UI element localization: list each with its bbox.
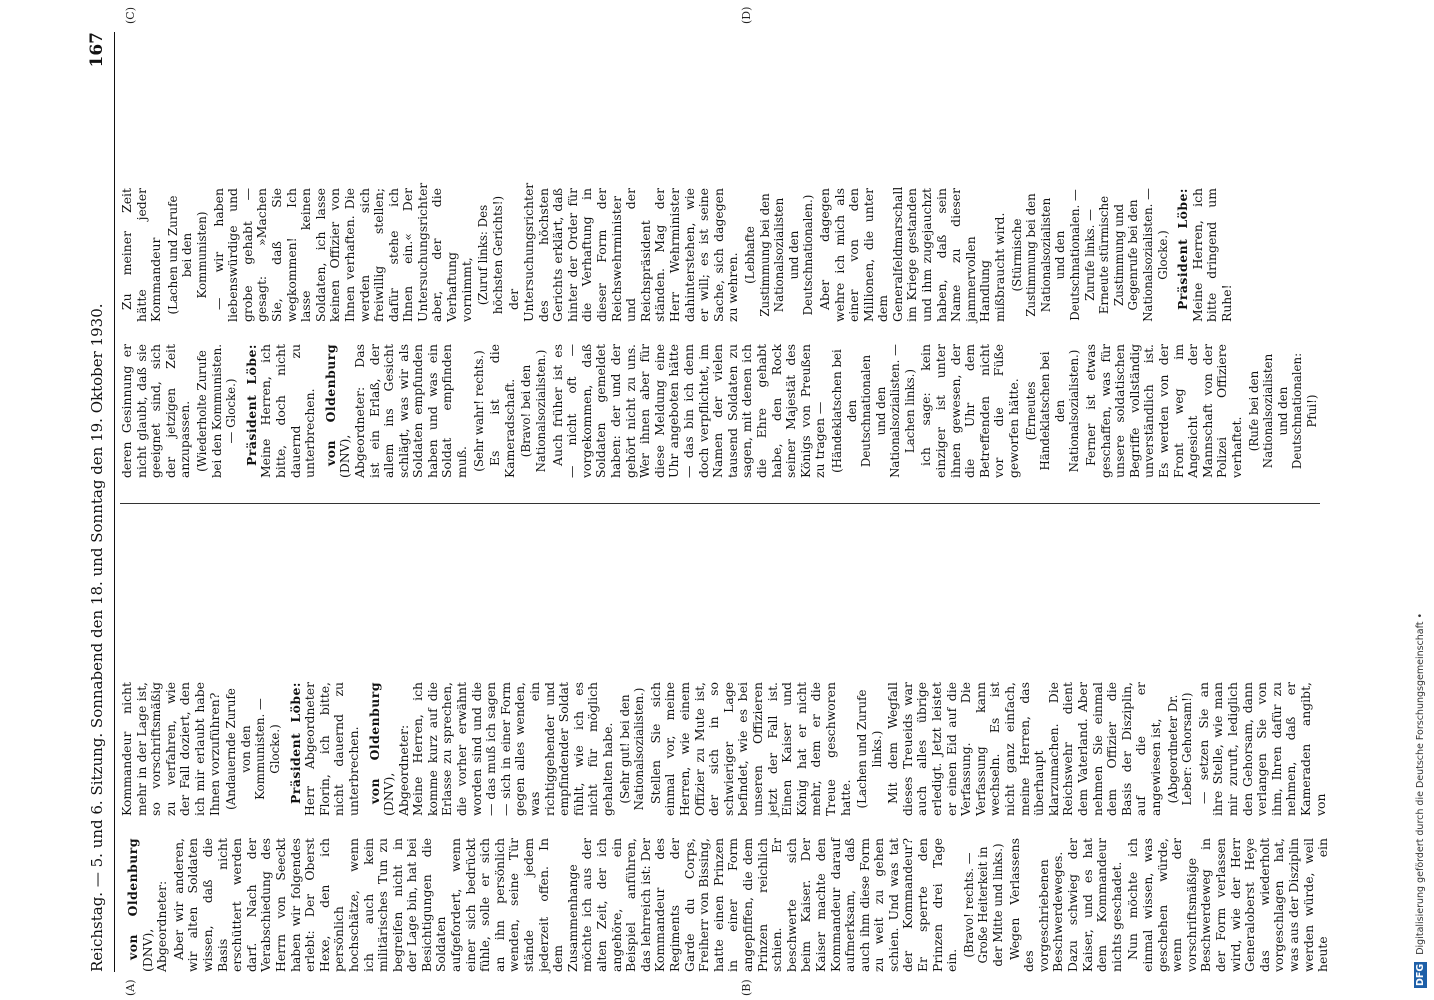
interjection: (Lebhafte Zustimmung bei den Nationalsozialisten und den Deutschnationalen.)	[742, 193, 816, 317]
paragraph: Wegen Verlassens des vorgeschriebenen Beschwerdeweges. Dazu schwieg der Kaiser, und es hat dem Kommandeur nichts geschadet.	[1006, 838, 1124, 972]
paragraph: deren Gesinnung er nicht glaubt, daß sie geeignet sind, sich der jetzigen Zeit anzupassen.	[119, 344, 193, 478]
interjection: (Bravo! bei den Nationalsozialisten.)	[519, 349, 549, 473]
interjection: (Lachen und Zurufe links.)	[855, 689, 884, 809]
interjection: (Wiederholte Zurufe bei den Kommunisten. — Glocke.)	[194, 344, 239, 478]
digitization-text: Digitalisierung gefördert durch die Deutsche Forschungsgemeinschaft •	[1415, 612, 1426, 955]
interjection: (Sehr wahr! rechts.)	[471, 350, 486, 472]
paragraph: Zu meiner Zeit hätte jeder Kommandeur	[119, 188, 164, 322]
speaker-paragraph	[1176, 188, 1234, 322]
paragraph: Nun möchte ich einmal wissen, was geschehen würde, wenn der vorschriftsmäßige Beschwerdeweg in der Form verlassen wird, wie der Herr Generaloberst Heye das wiederholt vorgeschlagen hat, was aus der Disziplin werden würde, weil heute ein Kommandeur nicht mehr in der Lage ist, so vorschriftsmäßig zu verfahren, wie der Fall doziert, den ich mir erlaubt habe Ihnen vorzuführen?	[119, 682, 1331, 972]
interjection: (Andauernde Zurufe von den Kommunisten. — Glocke.)	[224, 688, 282, 810]
header-title: Reichstag. — 5. und 6. Sitzung. Sonnabend den 18. und Sonntag den 19. Oktober 1930.	[88, 303, 106, 972]
speaker-name: von Oldenburg	[125, 838, 140, 960]
digitization-notice	[1414, 12, 1430, 988]
margin-mark-d: (D)	[740, 6, 753, 24]
paragraph: Stellen Sie sich einmal vor, meine Herren, wie einem Offizier zu Mute ist, der sich in so schwieriger Lage befindet, wie es bei unseren Offizieren jetzt der Fall ist. Einen Kaiser und König hat er nicht mehr, dem er die Treue geschworen hatte.	[647, 682, 853, 816]
paragraph: Auch früher ist es — nicht oft — vorgekommen, daß Soldaten gemeldet haben: der und der gehört nicht zu uns. Wer ihnen aber für diese Meldung eine Uhr angeboten hätte — das bin ich denn doch verpflichtet, im Namen der vielen tausend Soldaten zu sagen, mit denen ich die Ehre gehabt habe, den Rock seiner Majestät des Königs von Preußen zu tragen —	[549, 344, 828, 478]
paragraph: der Untersuchungsrichter des höchsten Gerichts erklärt, daß hinter der Order für die Verhaftung in dieser Form der Reichswehrminister und der Reichspräsident ständen. Mag der Herr Wehrminister dahinterstehen, wie er will; es ist seine Sache, sich dagegen zu wehren.	[506, 182, 741, 322]
speaker-paragraph	[245, 344, 318, 478]
interjection: (Stürmische Zustimmung bei den Nationalsozialisten und den Deutschnationalen. — Zurufe links. — Erneute stürmische Zustimmung und Gegenrufe bei den Nationalsozialisten. — Glocke.)	[1009, 188, 1170, 322]
interjection: (Erneutes Händeklatschen bei den Nationalsozialisten.)	[1023, 349, 1082, 473]
speaker-paragraph	[126, 838, 170, 972]
speaker-paragraph	[368, 682, 616, 816]
interjection: (Sehr gut! bei den Nationalsozialisten.)	[617, 687, 647, 811]
page-header	[80, 32, 115, 972]
interjection: (Rufe bei den Nationalsozialisten und den Deutschnationalen: Pfui!)	[1246, 352, 1319, 470]
left-column	[120, 526, 1335, 972]
paragraph: ich sage: kein einziger ist unter ihnen gewesen, der die Uhr dem Betreffenden nicht vor die Füße geworfen hätte.	[918, 344, 1022, 478]
interjection: (Bravo! rechts. — Große Heiterkeit in der Mitte und links.)	[961, 843, 1006, 967]
paragraph: Aber wir anderen, wir alten Soldaten wissen, daß die Basis nicht erschüttert werden darf. Nach der Verabschiedung des Herrn von Seeckt haben wir folgendes erlebt: Der Oberst Hexe, den ich persönlich hochschätze, wenn ich auch kein militärisches Tun zu begreifen nicht in der Lage bin, hat bei Besichtigungen die Soldaten aufgefordert, wenn einer sich bedrückt fühle, solle er sich an ihn persönlich wenden, seine Tür stände jedem jederzeit offen. In dem Zusammenhange möchte ich aus der alten Zeit, der ich angehöre, ein Beispiel anführen, das lehrreich ist: Der Kommandeur des Regiments der Garde du Corps, Freiherr von Bissing, hatte einen Prinzen in einer Form angepfiffen, die dem Prinzen reichlich schien. Er beschwerte sich beim Kaiser. Der Kaiser machte den Kommandeur darauf aufmerksam, daß auch ihm diese Form zu weit zu gehen schien. Und was tat der Kommandeur? Er sperrte den Prinzen drei Tage ein.	[170, 838, 960, 972]
speech-text: Meine Herren, ich bitte, doch nicht dauernd zu unterbrechen.	[258, 344, 318, 478]
interjection: (Zuruf links: Des höchsten Gerichts!)	[476, 195, 505, 315]
paragraph: Aber dagegen wehre ich mich als einer von den Millionen, die unter dem Generalfeldmarschall im Kriege gestanden und ihm zugejauchzt haben, daß sein Name zu dieser jammervollen Handlung mißbraucht wird.	[816, 186, 1008, 322]
speech-text: Meine Herren, ich bitte dringend um Ruhe!	[1189, 188, 1234, 322]
speaker-paragraph	[324, 344, 470, 478]
speaker-name: von Oldenburg	[366, 682, 382, 804]
paragraph: Mit dem Wegfall dieses Treueids war auch alles übrige erledigt. Jetzt leistet er einen Eid auf die Verfassung. Die Verfassung kann wechseln. Es ist nicht ganz einfach, meine Herren, das überhaupt klarzumachen. Die Reichswehr dient dem Vaterland. Aber nehmen Sie einmal dem Offizier die Basis der Disziplin, auf die er angewiesen ist,	[885, 682, 1163, 816]
dfg-logo: DFG	[1415, 963, 1426, 986]
interjection: (Abgeordneter Dr. Leber: Gehorsam!)	[1165, 692, 1195, 806]
right-column	[120, 32, 1335, 478]
speech-text: (DNV), Abgeordneter:	[139, 880, 170, 972]
paragraph: — setzen Sie an ihre Stelle, wie man mir zuruft, lediglich den Gehorsam, dann verlangen Sie von ihm, Ihren dafür zu nehmen, daß er Kameraden angibt, von	[1195, 682, 1328, 816]
speaker-name: Präsident Löbe:	[243, 344, 259, 466]
speech-text: (DNV), Abgeordneter: Meine Herren, ich komme kurz auf die Erlasse zu sprechen, die vorher erwähnt worden sind und die — das muß ich sagen — sich in einer Form gegen alles wenden, was ein richtiggehender und empfindender Soldat fühlt, wie ich es nicht für möglich gehalten habe.	[381, 682, 615, 816]
page-number: 167	[87, 32, 107, 68]
rotated-page	[80, 6, 1340, 996]
margin-mark-a: (A)	[124, 979, 137, 996]
paragraph: Es ist die Kameradschaft.	[487, 344, 517, 478]
interjection: (Händeklatschen bei den Deutschnationalen und den Nationalsozialisten. — Lachen links.)	[829, 344, 917, 478]
speaker-name: von Oldenburg	[322, 344, 338, 466]
paragraph: — wir haben liebenswürdige und grobe gehabt — gesagt: »Machen Sie, daß Sie wegkommen! Ich lasse keinen Soldaten, ich lasse keinen Offizier von Ihnen verhaften. Die werden sich freiwillig stellen; dafür stehe ich Ihnen ein.« Der Untersuchungsrichter aber, der die Verhaftung vornimmt,	[210, 182, 474, 322]
margin-mark-b: (B)	[740, 979, 753, 996]
margin-mark-c: (C)	[124, 7, 137, 24]
speech-text: Herr Abgeordneter Florin, ich bitte, nicht dauernd zu unterbrechen.	[302, 682, 361, 816]
paragraph: Ferner ist etwas geschaffen, was für unsere soldatischen Begriffe vollständig unverständlich ist. Es werden von der Front weg im Angesicht der Mannschaft von der Polizei Offiziere verhaftet.	[1083, 344, 1244, 478]
speaker-name: Präsident Löbe:	[287, 682, 303, 804]
speech-text: (DNV), Abgeordneter: Das ist ein Erlaß, der allem ins Gesicht schlägt, was wir als Soldaten empfunden haben und was ein Soldat empfinden muß.	[337, 344, 470, 478]
speaker-name: Präsident Löbe:	[1175, 188, 1191, 310]
speaker-paragraph	[289, 682, 362, 816]
interjection: (Lachen und Zurufe bei den Kommunisten)	[165, 195, 209, 315]
column-divider	[120, 503, 1320, 504]
